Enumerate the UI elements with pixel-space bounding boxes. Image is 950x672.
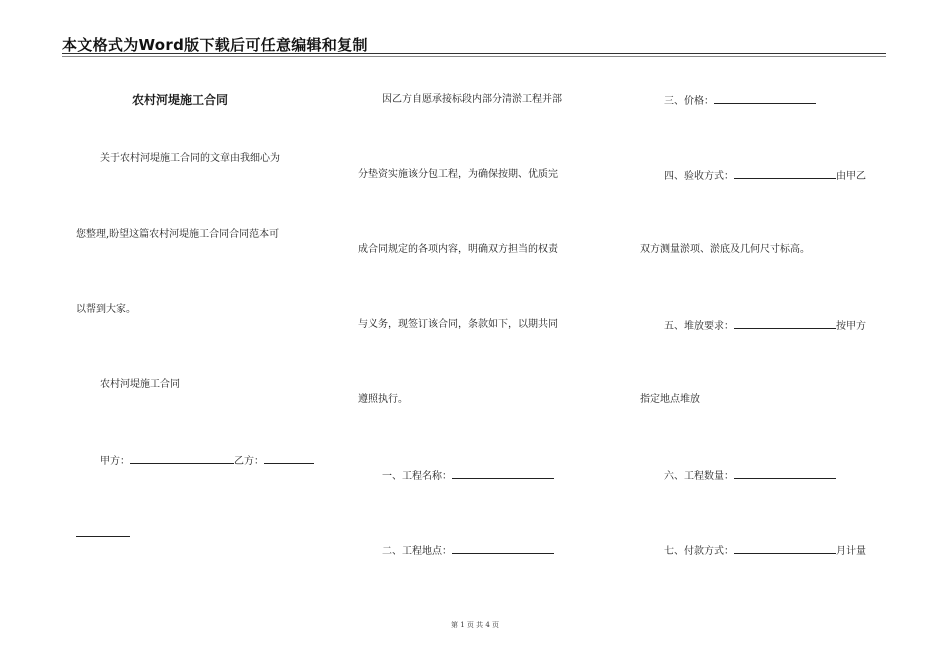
item-acceptance-tail: 由甲乙 xyxy=(836,171,866,182)
item-quantity xyxy=(664,468,836,484)
item-project-location xyxy=(382,543,554,559)
contract-subtitle: 农村河堤施工合同 xyxy=(100,379,180,390)
item-stacking xyxy=(664,318,866,334)
document-title: 农村河堤施工合同 xyxy=(132,93,229,107)
price-blank xyxy=(714,93,816,104)
para-line-5: 遵照执行。 xyxy=(358,394,408,405)
project-location-blank xyxy=(452,543,554,554)
item-payment-label: 七、付款方式： xyxy=(664,546,734,557)
column-left xyxy=(76,60,326,620)
column-right xyxy=(640,60,890,620)
page-number-footer: 第 1 页 共 4 页 xyxy=(450,621,500,629)
item-stacking-tail: 按甲方 xyxy=(836,321,866,332)
banner-divider-thin xyxy=(62,56,886,57)
parties-line xyxy=(100,453,314,469)
item-stacking-label: 五、堆放要求： xyxy=(664,321,734,332)
intro-line-2: 您整理,盼望这篇农村河堤施工合同合同范本可 xyxy=(76,229,280,240)
item-acceptance-continued: 双方测量淤项、淤底及几何尺寸标高。 xyxy=(640,244,810,255)
column-middle xyxy=(358,60,608,620)
download-banner: 本文格式为Word版下载后可任意编辑和复制 xyxy=(62,36,368,54)
para-line-3: 成合同规定的各项内容，明确双方担当的权责 xyxy=(358,244,558,255)
item-project-location-label: 二、工程地点： xyxy=(382,546,452,557)
stacking-blank xyxy=(734,318,836,329)
para-line-4: 与义务，现签订该合同，条款如下，以期共同 xyxy=(358,319,558,330)
item-acceptance-label: 四、验收方式： xyxy=(664,171,734,182)
payment-blank xyxy=(734,543,836,554)
acceptance-blank xyxy=(734,168,836,179)
party-a-blank xyxy=(130,453,234,464)
item-project-name-label: 一、工程名称： xyxy=(382,471,452,482)
item-stacking-continued: 指定地点堆放 xyxy=(640,394,700,405)
item-quantity-label: 六、工程数量： xyxy=(664,471,734,482)
item-price-label: 三、价格： xyxy=(664,96,714,107)
party-a-label: 甲方： xyxy=(100,456,130,467)
quantity-blank xyxy=(734,468,836,479)
item-project-name xyxy=(382,468,554,484)
item-payment xyxy=(664,543,866,559)
item-payment-tail: 月计量 xyxy=(836,546,866,557)
party-b-label: 乙方： xyxy=(234,456,264,467)
project-name-blank xyxy=(452,468,554,479)
para-line-2: 分垫资实施该分包工程，为确保按期、优质完 xyxy=(358,169,558,180)
intro-line-1: 关于农村河堤施工合同的文章由我细心为 xyxy=(100,153,280,164)
party-b-blank-continued xyxy=(76,526,130,537)
party-b-blank-cont xyxy=(76,526,130,542)
party-b-blank xyxy=(264,453,314,464)
item-acceptance xyxy=(664,168,866,184)
intro-line-3: 以帮到大家。 xyxy=(76,304,136,315)
para-line-1: 因乙方自愿承接标段内部分清淤工程并部 xyxy=(382,94,562,105)
item-price xyxy=(664,93,816,109)
banner-divider xyxy=(62,53,886,54)
